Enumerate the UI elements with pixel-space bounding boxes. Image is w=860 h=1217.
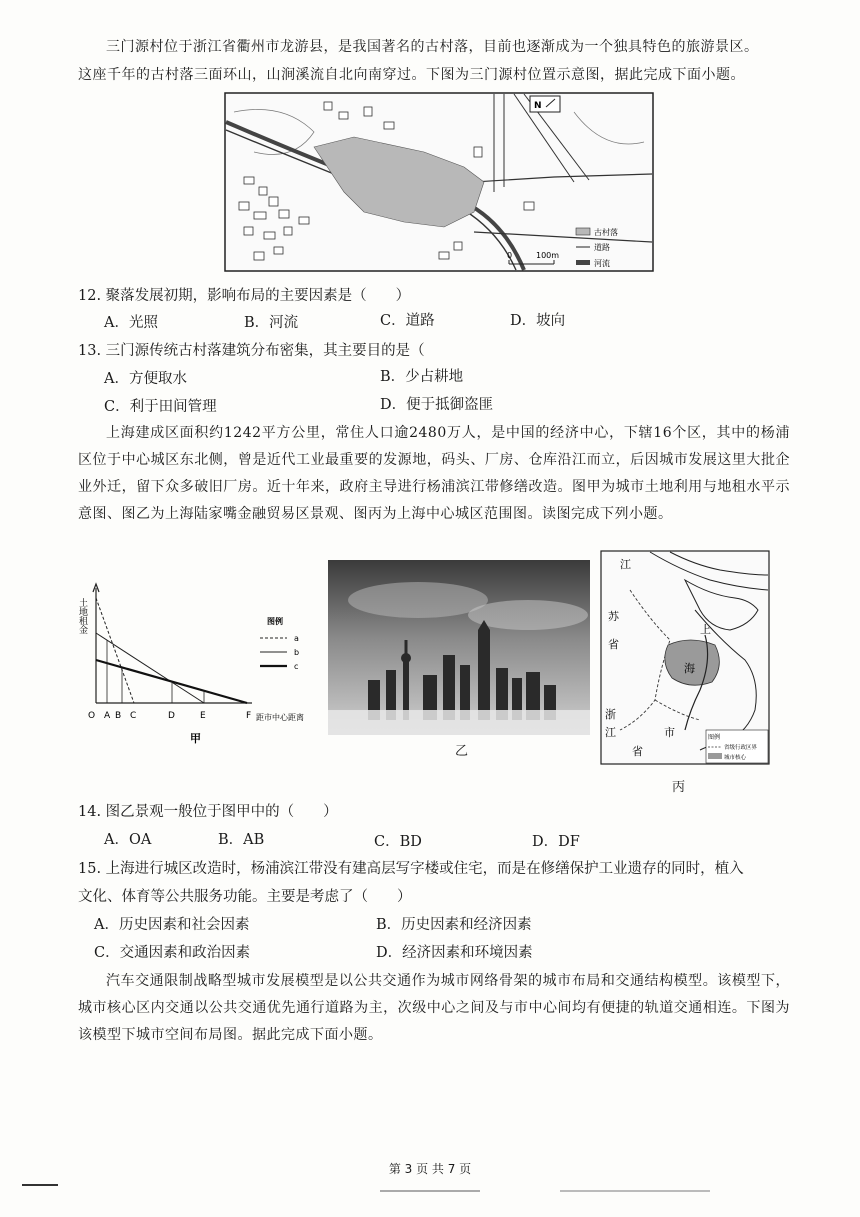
bing-label-jiang1: 江 xyxy=(620,558,631,571)
q13-option-c[interactable]: C．利于田间管理 xyxy=(104,399,217,415)
scan-mark-left xyxy=(22,1184,58,1186)
bing-label-shi: 市 xyxy=(664,726,675,739)
q12-stem: 12. 聚落发展初期，影响布局的主要因素是（ ） xyxy=(78,288,411,304)
q14-option-a[interactable]: A．OA xyxy=(104,832,152,848)
jia-line-b xyxy=(96,633,204,703)
jia-tick-c: C xyxy=(130,711,137,721)
legend-road: 道路 xyxy=(594,243,610,252)
jia-tick-b: B xyxy=(115,711,122,721)
q14-stem: 14. 图乙景观一般位于图甲中的（ ） xyxy=(78,804,338,820)
q12-option-a[interactable]: A．光照 xyxy=(104,315,158,331)
jia-xlabel: 距市中心距离 xyxy=(256,713,304,722)
bing-label-sheng1: 省 xyxy=(608,638,619,651)
figure-bing-shanghai-map xyxy=(600,550,770,765)
bing-label-shang: 上 xyxy=(700,623,711,636)
scan-mark-center xyxy=(380,1190,480,1192)
q13-stem: 13. 三门源传统古村落建筑分布密集，其主要目的是（ xyxy=(78,343,425,359)
bing-label-hai: 海 xyxy=(684,662,695,675)
jia-legend-title: 图例 xyxy=(267,617,283,626)
q13-option-a[interactable]: A．方便取水 xyxy=(104,371,187,387)
q12-option-c[interactable]: C．道路 xyxy=(380,313,435,329)
jia-tick-f: F xyxy=(246,711,252,721)
jia-tick-d: D xyxy=(168,711,175,721)
figure-jia-rent-chart xyxy=(77,578,332,748)
north-label: N xyxy=(534,101,542,111)
figure-yi-skyline-photo xyxy=(328,560,590,735)
intro-shanghai: 上海建成区面积约1242平方公里，常住人口逾2480万人，是中国的经济中心，下辖16个区，其中的杨浦区位于中心城区东北侧，曾是近代工业最重要的发源地，码头、厂房、仓库沿江而立，后因城市发展这里大批企业外迁，留下众多破旧厂房。近十年来，政府主导进行杨浦滨江带修缮改造。图甲为城市土地利用与地租水平示意图、图乙为上海陆家嘴金融贸易区景观、图丙为上海中心城区范围图。读图完成下列小题。 xyxy=(78,425,790,522)
bing-caption: 丙 xyxy=(672,780,686,795)
jia-ylabel: 土地租金 xyxy=(77,598,87,634)
bing-legend-title: 图例 xyxy=(708,734,721,741)
jia-legend-a: a xyxy=(294,634,299,643)
legend-river: 河流 xyxy=(594,259,610,268)
jia-tick-a: A xyxy=(104,711,111,721)
jia-line-c xyxy=(96,660,247,703)
scan-mark-right xyxy=(560,1190,710,1192)
intro-line-1: 三门源村位于浙江省衢州市龙游县，是我国著名的古村落，目前也逐渐成为一个独具特色的旅游景区。 xyxy=(106,39,759,55)
jia-legend-b: b xyxy=(294,648,300,657)
q13-option-d[interactable]: D．便于抵御盗匪 xyxy=(380,397,494,413)
bing-label-sheng2: 省 xyxy=(632,745,643,758)
q12-option-b[interactable]: B．河流 xyxy=(244,315,299,331)
q15-option-a[interactable]: A．历史因素和社会因素 xyxy=(94,917,250,933)
q15-stem-line2: 文化、体育等公共服务功能。主要是考虑了（ ） xyxy=(78,889,412,905)
q13-option-b[interactable]: B．少占耕地 xyxy=(380,369,464,385)
jia-tick-e: E xyxy=(200,711,206,721)
q15-option-c[interactable]: C．交通因素和政治因素 xyxy=(94,945,251,961)
q15-option-d[interactable]: D．经济因素和环境因素 xyxy=(376,945,533,961)
legend-village: 古村落 xyxy=(594,228,618,237)
bing-label-su: 苏 xyxy=(608,610,619,623)
bing-legend-boundary: 省级行政区界 xyxy=(724,745,758,751)
bing-label-zhe: 浙 xyxy=(605,708,616,721)
bing-legend-core: 城市核心 xyxy=(724,755,747,761)
jia-line-a xyxy=(96,598,134,703)
scale-100m: 100m xyxy=(536,251,560,260)
jia-caption: 甲 xyxy=(190,732,201,745)
jia-legend-c: c xyxy=(294,662,299,671)
q14-option-c[interactable]: C．BD xyxy=(374,834,422,850)
intro-line-2: 这座千年的古村落三面环山，山涧溪流自北向南穿过。下图为三门源村位置示意图，据此完成下面小题。 xyxy=(78,67,745,83)
village-location-map xyxy=(224,92,654,272)
q14-option-b[interactable]: B．AB xyxy=(218,832,265,848)
q15-stem-line1: 15. 上海进行城区改造时，杨浦滨江带没有建高层写字楼或住宅，而是在修缮保护工业遗存的同时，植入 xyxy=(78,861,744,877)
jia-tick-o: O xyxy=(88,711,96,721)
intro-transport-model: 汽车交通限制战略型城市发展模型是以公共交通作为城市网络骨架的城市布局和交通结构模型。该模型下，城市核心区内交通以公共交通优先通行道路为主，次级中心之间及与市中心间均有便捷的轨道交通相连。下图为该模型下城市空间布局图。据此完成下面小题。 xyxy=(78,973,790,1043)
bing-label-jiang2: 江 xyxy=(605,726,616,739)
scale-zero: 0 xyxy=(507,251,513,260)
q15-option-b[interactable]: B．历史因素和经济因素 xyxy=(376,917,532,933)
yi-caption: 乙 xyxy=(455,744,469,759)
q14-option-d[interactable]: D．DF xyxy=(532,834,580,850)
q12-option-d[interactable]: D．坡向 xyxy=(510,313,566,329)
page-footer: 第 3 页 共 7 页 xyxy=(388,1162,472,1176)
